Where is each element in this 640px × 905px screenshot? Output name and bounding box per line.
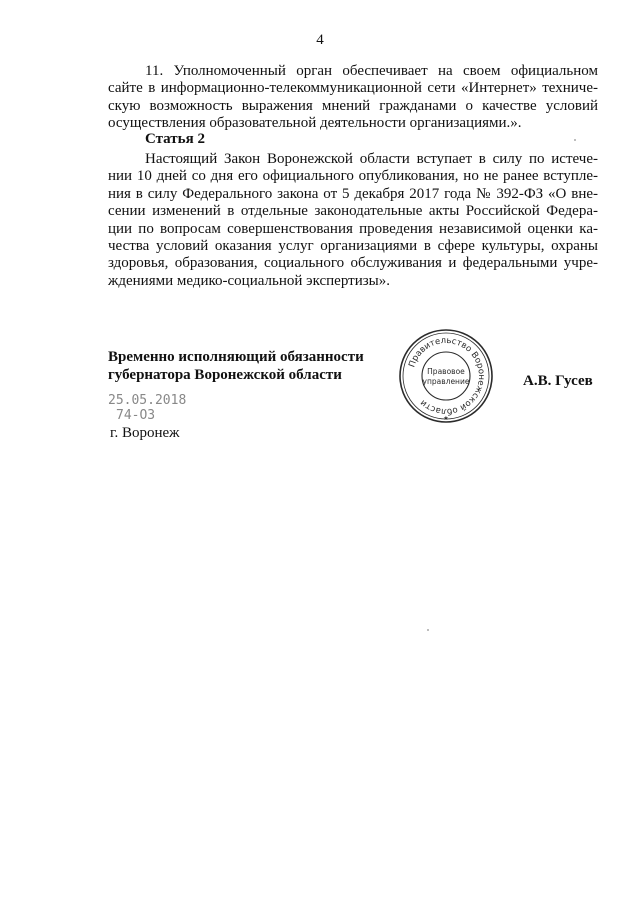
signatory-name: А.В. Гусев bbox=[523, 373, 593, 389]
paragraph-line: осуществления образовательной деятельности организациями.». bbox=[108, 115, 522, 132]
stamp-star-icon: ★ bbox=[443, 415, 449, 422]
paragraph-line: здоровья, образования, социального обслуживания и федеральными учре- bbox=[108, 255, 598, 272]
registration-stamp bbox=[108, 393, 186, 423]
paragraph-line: скую возможность выражения мнений гражданами о качестве условий bbox=[108, 97, 598, 114]
page-number: 4 bbox=[316, 32, 324, 48]
signatory-position bbox=[108, 348, 364, 384]
scan-speck bbox=[574, 139, 576, 141]
signatory-position-line: Временно исполняющий обязанности bbox=[108, 349, 364, 365]
signatory-position-line: губернатора Воронежской области bbox=[108, 367, 342, 383]
scan-speck bbox=[427, 629, 429, 631]
paragraph-line: сайте в информационно-телекоммуникационной сети «Интернет» техниче- bbox=[108, 80, 598, 97]
paragraph-line: ния в силу Федерального закона от 5 декабря 2017 года № 392-ФЗ «О вне- bbox=[108, 185, 598, 202]
article-2-paragraph bbox=[108, 151, 598, 290]
section-11-paragraph bbox=[108, 63, 598, 133]
paragraph-line: сении изменений в отдельные законодательные акты Российской Федера- bbox=[108, 203, 598, 220]
paragraph-line: ждениями медико-социальной экспертизы». bbox=[108, 272, 390, 289]
paragraph-line: 11. Уполномоченный орган обеспечивает на своем официальном bbox=[145, 63, 598, 79]
paragraph-line: чества условий оказания услуг организациями в сфере культуры, охраны bbox=[108, 238, 598, 255]
stamp-center-line: управление bbox=[422, 377, 470, 386]
paragraph-line: Настоящий Закон Воронежской области вступает в силу по истече- bbox=[145, 151, 598, 167]
registration-date: 25.05.2018 bbox=[108, 393, 187, 408]
paragraph-line: ции по вопросам совершенствования проведения независимой оценки ка- bbox=[108, 220, 598, 237]
official-stamp bbox=[398, 328, 494, 424]
paragraph-line: нии 10 дней со дня его официального опубликования, но не ранее вступле- bbox=[108, 168, 598, 185]
registration-number: 74-ОЗ bbox=[116, 408, 156, 423]
stamp-ring-text: Правительство Воронежской области bbox=[407, 335, 487, 417]
city: г. Воронеж bbox=[110, 425, 180, 441]
stamp-center-line: Правовое bbox=[427, 367, 465, 376]
article-2-heading: Статья 2 bbox=[145, 131, 205, 147]
